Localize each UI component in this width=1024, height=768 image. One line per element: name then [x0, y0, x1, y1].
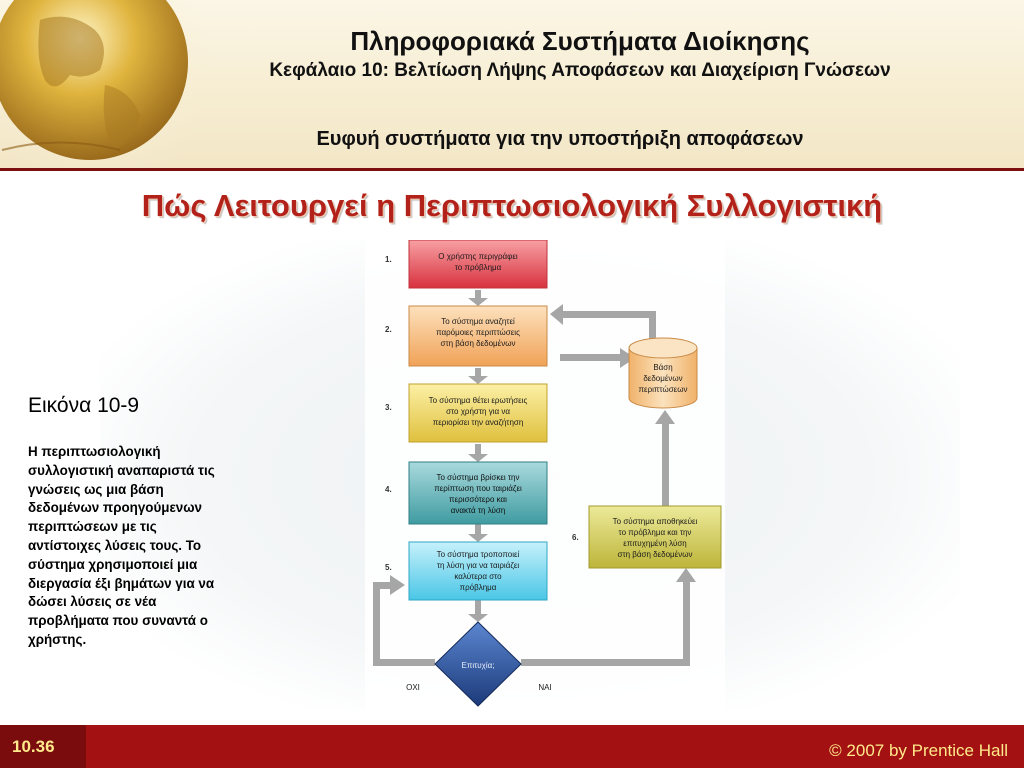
footer-number-block: [0, 725, 86, 768]
step-4-line-3: περισσότερο και: [449, 495, 507, 504]
step-2-line-2: παρόμοιες περιπτώσεις: [436, 328, 520, 337]
database-line-1: Βάση: [653, 363, 673, 372]
step-5-line-1: Το σύστημα τροποποιεί: [436, 550, 520, 559]
slide-header: [0, 0, 1024, 170]
step-6: [572, 506, 721, 568]
step-5: [385, 542, 547, 600]
step-4: [385, 462, 547, 524]
course-title: Πληροφοριακά Συστήματα Διοίκησης: [350, 26, 810, 56]
database-line-3: περιπτώσεων: [638, 385, 688, 394]
step-3: [385, 384, 547, 442]
no-label: ΟΧΙ: [406, 683, 420, 692]
step-6-number: 6.: [572, 533, 579, 542]
step-4-line-4: ανακτά τη λύση: [450, 506, 506, 515]
yes-label: ΝΑΙ: [538, 683, 552, 692]
step-3-number: 3.: [385, 403, 392, 412]
step-4-number: 4.: [385, 485, 392, 494]
step-4-line-1: Το σύστημα βρίσκει την: [436, 473, 520, 482]
slide-title: Πώς Λειτουργεί η Περιπτωσιολογική Συλλογιστική: [141, 188, 883, 223]
step-1-line-1: Ο χρήστης περιγράφει: [438, 252, 518, 261]
database-line-2: δεδομένων: [643, 374, 683, 383]
figure-label: Εικόνα 10-9: [28, 394, 140, 417]
decision-label: Επιτυχία;: [461, 661, 495, 670]
header-divider: [0, 168, 1024, 171]
slide-footer: [0, 725, 1024, 768]
step-2: [385, 306, 547, 366]
case-database: [629, 338, 697, 408]
figure-caption: Η περιπτωσιολογική συλλογιστική αναπαριστά τις γνώσεις ως μια βάση δεδομένων προηγούμενων περιπτώσεων με τις αντίστοιχες λύσεις τους. Το σύστημα χρησιμοποιεί μια διεργασία έξι βημάτων για να δώσει λύσεις σε νέα προβλήματα που συναντά ο χρήστης.: [28, 444, 215, 647]
cbr-flowchart: [365, 240, 725, 720]
step-1-line-2: το πρόβλημα: [454, 263, 502, 272]
copyright-notice: © 2007 by Prentice Hall: [829, 741, 1008, 760]
step-2-line-1: Το σύστημα αναζητεί: [441, 317, 515, 326]
step-3-line-1: Το σύστημα θέτει ερωτήσεις: [428, 396, 528, 405]
step-2-line-3: στη βάση δεδομένων: [440, 339, 516, 348]
step-6-line-3: επιτυχημένη λύση: [623, 539, 687, 548]
step-1-number: 1.: [385, 255, 392, 264]
step-2-number: 2.: [385, 325, 392, 334]
section-title: Ευφυή συστήματα για την υποστήριξη αποφάσεων: [316, 128, 804, 150]
step-5-line-4: πρόβλημα: [459, 583, 497, 592]
step-6-line-4: στη βάση δεδομένων: [617, 550, 693, 559]
step-4-line-2: περίπτωση που ταιριάζει: [434, 484, 522, 493]
step-3-line-3: περιορίσει την αναζήτηση: [432, 418, 524, 427]
step-5-number: 5.: [385, 563, 392, 572]
step-5-line-2: τη λύση για να ταιριάζει: [436, 561, 520, 570]
step-6-line-1: Το σύστημα αποθηκεύει: [612, 517, 698, 526]
step-1: [385, 240, 547, 288]
slide-number: 10.36: [12, 737, 55, 756]
chapter-title: Κεφάλαιο 10: Βελτίωση Λήψης Αποφάσεων και Διαχείριση Γνώσεων: [269, 60, 891, 81]
step-3-line-2: στο χρήστη για να: [446, 407, 510, 416]
step-5-line-3: καλύτερα στο: [454, 572, 502, 581]
database-top: [629, 338, 697, 358]
step-6-line-2: το πρόβλημα και την: [618, 528, 692, 537]
